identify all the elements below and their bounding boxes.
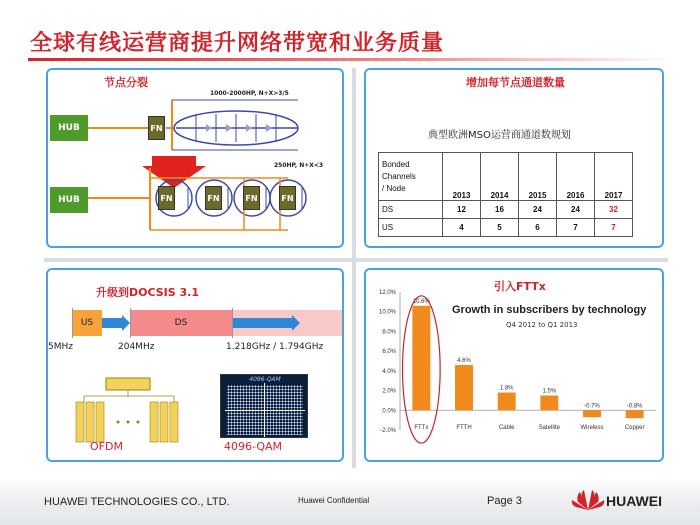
huawei-logo-icon (570, 488, 606, 512)
freq-high: 1.218GHz / 1.794GHz (226, 342, 324, 352)
y-tick-label: 0.0% (382, 408, 396, 415)
x-tick-label: FTTx (414, 425, 429, 432)
title-underline (28, 58, 674, 61)
bar (626, 410, 644, 418)
freq-5mhz: 5MHz (48, 342, 73, 352)
y-tick-label: 6.0% (382, 349, 396, 356)
x-tick-label: Cable (498, 425, 515, 432)
qam-label: 4096-QAM (224, 440, 283, 453)
data-label: 4.6% (457, 357, 471, 364)
data-label: -0.8% (626, 403, 643, 410)
table-header-row (379, 153, 633, 201)
data-label: 1.5% (542, 388, 557, 395)
y-tick-label: -2.0% (380, 428, 396, 434)
value-cell-highlight: 7 (595, 219, 633, 237)
chart-title: Growth in subscribers by technology (452, 304, 647, 316)
y-tick-label: 4.0% (382, 368, 396, 375)
bottom-annotation: 250HP, N+X<3 (274, 162, 324, 169)
row-label: DS (379, 201, 443, 219)
docsis-title: 升级到DOCSIS 3.1 (96, 286, 200, 299)
x-tick-label: Satellite (538, 425, 561, 432)
year-cell: 2014 (481, 153, 519, 201)
footer-confidential: Huawei Confidential (298, 496, 370, 505)
ds-arrow-head (292, 315, 300, 331)
y-tick-label: 2.0% (382, 388, 396, 395)
node-split-panel (46, 68, 344, 248)
year-cell: 2017 (595, 153, 633, 201)
slide-title: 全球有线运营商提升网络带宽和业务质量 (30, 31, 445, 56)
hub-box-bottom: HUB (50, 187, 88, 213)
data-label: 1.8% (499, 385, 514, 392)
table-row (379, 201, 633, 219)
value-cell: 24 (519, 201, 557, 219)
footer-company: HUAWEI TECHNOLOGIES CO., LTD. (44, 496, 230, 508)
value-cell: 24 (557, 201, 595, 219)
x-tick-label: Wireless (580, 425, 604, 432)
qam-constellation (220, 374, 308, 438)
fttx-panel (364, 268, 664, 462)
us-band: US (72, 310, 102, 336)
year-cell: 2016 (557, 153, 595, 201)
channels-panel (364, 68, 664, 248)
bar (455, 365, 473, 410)
y-tick-label: 10.0% (378, 309, 396, 316)
value-cell: 4 (443, 219, 481, 237)
fttx-title: 引入FTTx (494, 280, 546, 293)
header-label-cell (379, 153, 443, 201)
value-cell: 12 (443, 201, 481, 219)
year-cell: 2015 (519, 153, 557, 201)
bar (540, 396, 558, 411)
qam-axis-h (225, 410, 305, 411)
fn-box-bottom-1: FN (158, 186, 175, 210)
footer-brand: HUAWEI (606, 493, 662, 509)
bar (412, 306, 430, 410)
fn-box-top: FN (148, 116, 165, 140)
fttx-bar-chart (366, 270, 662, 460)
chart-subtitle: Q4 2012 to Q1 2013 (506, 321, 578, 329)
ofdm-label: OFDM (90, 440, 123, 453)
value-cell: 5 (481, 219, 519, 237)
qam-image-caption: 4096-QAM (249, 376, 281, 383)
y-tick-label: 8.0% (382, 329, 396, 336)
bar (498, 393, 516, 411)
value-cell-highlight: 32 (595, 201, 633, 219)
fn-box-bottom-4: FN (279, 186, 296, 210)
ofdm-diagram (74, 376, 184, 446)
value-cell: 16 (481, 201, 519, 219)
marker-1218ghz (232, 308, 233, 338)
data-label: -0.7% (584, 403, 600, 410)
channels-title: 增加每节点通道数量 (466, 76, 565, 89)
freq-204mhz: 204MHz (118, 342, 155, 352)
top-annotation: 1000-2000HP, N+X>3/5 (210, 90, 289, 97)
header-label-line: / Node (382, 183, 406, 193)
fn-box-bottom-2: FN (205, 186, 222, 210)
vertical-divider (352, 68, 356, 468)
header-label-line: Bonded (382, 159, 410, 169)
data-label: 10.6% (412, 298, 430, 305)
us-arrow (102, 318, 124, 328)
ds-arrow (232, 318, 294, 328)
node-split-diagram (48, 70, 344, 248)
node-split-title: 节点分裂 (104, 76, 148, 89)
footer-page: Page 3 (487, 495, 522, 507)
channels-subtitle: 典型欧洲MSO运营商通道数规划 (428, 130, 571, 141)
channels-table (378, 152, 633, 237)
marker-204mhz (130, 308, 131, 338)
hub-box-top: HUB (50, 115, 88, 141)
bar (583, 410, 601, 417)
year-cell: 2013 (443, 153, 481, 201)
x-tick-label: FTTH (456, 425, 472, 432)
horizontal-divider (44, 258, 668, 262)
docsis-panel (46, 268, 344, 462)
x-tick-label: Copper (624, 425, 645, 432)
footer (0, 478, 700, 525)
marker-5mhz (72, 308, 73, 338)
ds-band: DS (130, 310, 232, 336)
y-tick-label: 12.0% (378, 290, 396, 296)
fn-box-bottom-3: FN (243, 186, 260, 210)
value-cell: 6 (519, 219, 557, 237)
table-row (379, 219, 633, 237)
header-label-line: Channels (382, 171, 416, 181)
row-label: US (379, 219, 443, 237)
us-arrow-head (122, 315, 130, 331)
value-cell: 7 (557, 219, 595, 237)
